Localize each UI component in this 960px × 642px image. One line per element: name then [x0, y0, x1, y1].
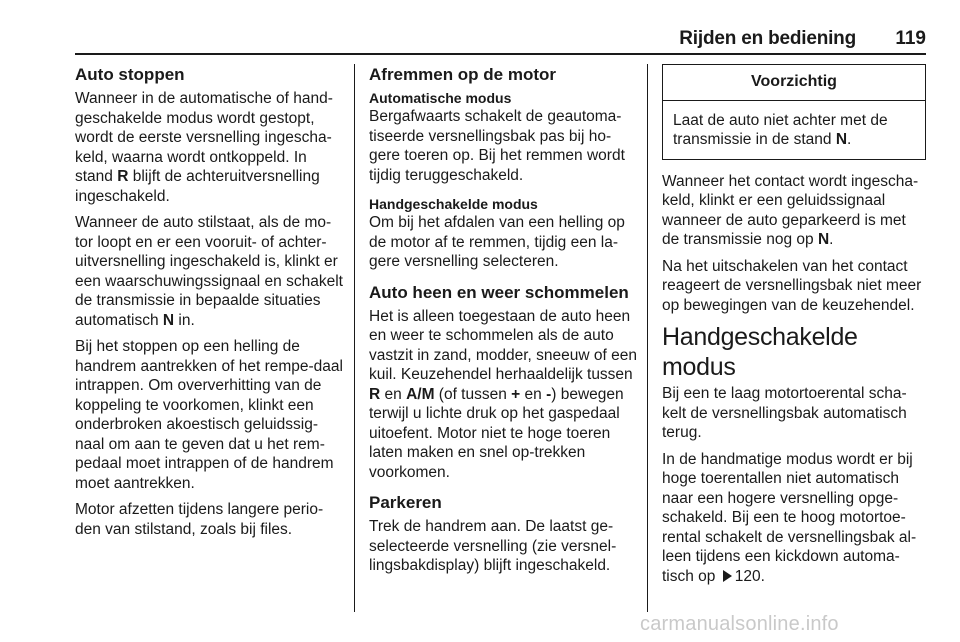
paragraph: Wanneer het contact wordt ingescha-keld, klinkt er een geluidssignaal wanneer de auto geparkeerd is met de transmissie nog op N. — [662, 172, 919, 248]
header-divider — [75, 53, 926, 55]
heading-handgeschakelde-modus: Handgeschakelde modus — [662, 323, 858, 381]
paragraph: Het is alleen toegestaan de auto heen en weer te schommelen als de auto vastzit in zand, modder, sneeuw of een kuil. Keuzehendel herhaaldelijk tussen R en A/M (of tussen + en -) bewegen terwijl u lichte druk op het gaspedaal uitoefent. Motor niet te hoge toeren laten maken en snel op-trekken voorkomen. — [369, 307, 637, 481]
paragraph: Bij een te laag motortoerental scha-kelt de versnellingsbak automatisch terug. — [662, 385, 907, 441]
caution-text: Laat de auto niet achter met de transmissie in de stand N. — [673, 111, 888, 148]
caution-title: Voorzichtig — [663, 65, 925, 101]
caution-box — [662, 64, 926, 160]
watermark: carmanualsonline.info — [640, 613, 839, 635]
heading-schommelen: Auto heen en weer schommelen — [369, 282, 629, 302]
page-reference-arrow-icon[interactable] — [723, 570, 732, 582]
column-2 — [369, 64, 641, 583]
paragraph: Na het uitschakelen van het contact reageert de versnellingsbak niet meer op bewegingen van de keuzehendel. — [662, 257, 922, 314]
paragraph: Wanneer in de automatische of hand-geschakelde modus wordt gestopt, wordt de eerste versnelling ingescha-keld, waarna wordt ontkoppeld. In stand R blijft de achteruitversnelling ingeschakeld. — [75, 90, 333, 205]
page-reference-link[interactable]: 120. — [734, 567, 765, 585]
column-divider-1 — [354, 64, 355, 612]
paragraph: Trek de handrem aan. De laatst ge-selecteerde versnelling (zie versnel-lingsbakdisplay) blijft ingeschakeld. — [369, 518, 617, 574]
paragraph: Wanneer de auto stilstaat, als de mo-tor loopt en er een vooruit- of achter-uitversnelling ingeschakeld is, klinkt er een waarschuwingssignaal en schakelt de transmissie in bepaalde situaties automatisch N in. — [75, 214, 343, 329]
subheading-handgeschakelde-modus: Handgeschakelde modus — [369, 196, 538, 212]
paragraph: Om bij het afdalen van een helling op de motor af te remmen, tijdig een la-gere versnelling selecteren. — [369, 214, 625, 270]
subheading-automatische-modus: Automatische modus — [369, 90, 512, 106]
page-number: 119 — [895, 28, 926, 49]
paragraph: In de handmatige modus wordt er bij hoge toerentallen niet automatisch naar een hogere versnelling opge-schakeld. Bij een te hoog motortoe-rental schakelt de versnellingsbak al-leen tijdens een kickdown automa-tisch op 120. — [662, 450, 917, 585]
paragraph: Bij het stoppen op een helling de handrem aantrekken of het rempe-daal intrappen. Om oververhitting van de koppeling te voorkomen, klinkt een onderbroken akoestisch geluidssig-naal om aan te geven dat u het rem-pedaal moet intrappen of de handrem moet aantrekken. — [75, 338, 343, 492]
heading-parkeren: Parkeren — [369, 493, 442, 512]
column-divider-2 — [647, 64, 648, 612]
column-1 — [75, 64, 345, 546]
column-3 — [662, 64, 926, 593]
heading-auto-stoppen: Auto stoppen — [75, 65, 185, 84]
paragraph: Motor afzetten tijdens langere perio-den van stilstand, zoals bij files. — [75, 501, 324, 538]
paragraph: Bergafwaarts schakelt de geautoma-tiseerde versnellingsbak pas bij ho-gere toeren op. Bij het remmen wordt tijdig teruggeschakeld. — [369, 108, 625, 184]
heading-afremmen: Afremmen op de motor — [369, 65, 557, 84]
section-title: Rijden en bediening — [679, 28, 856, 49]
